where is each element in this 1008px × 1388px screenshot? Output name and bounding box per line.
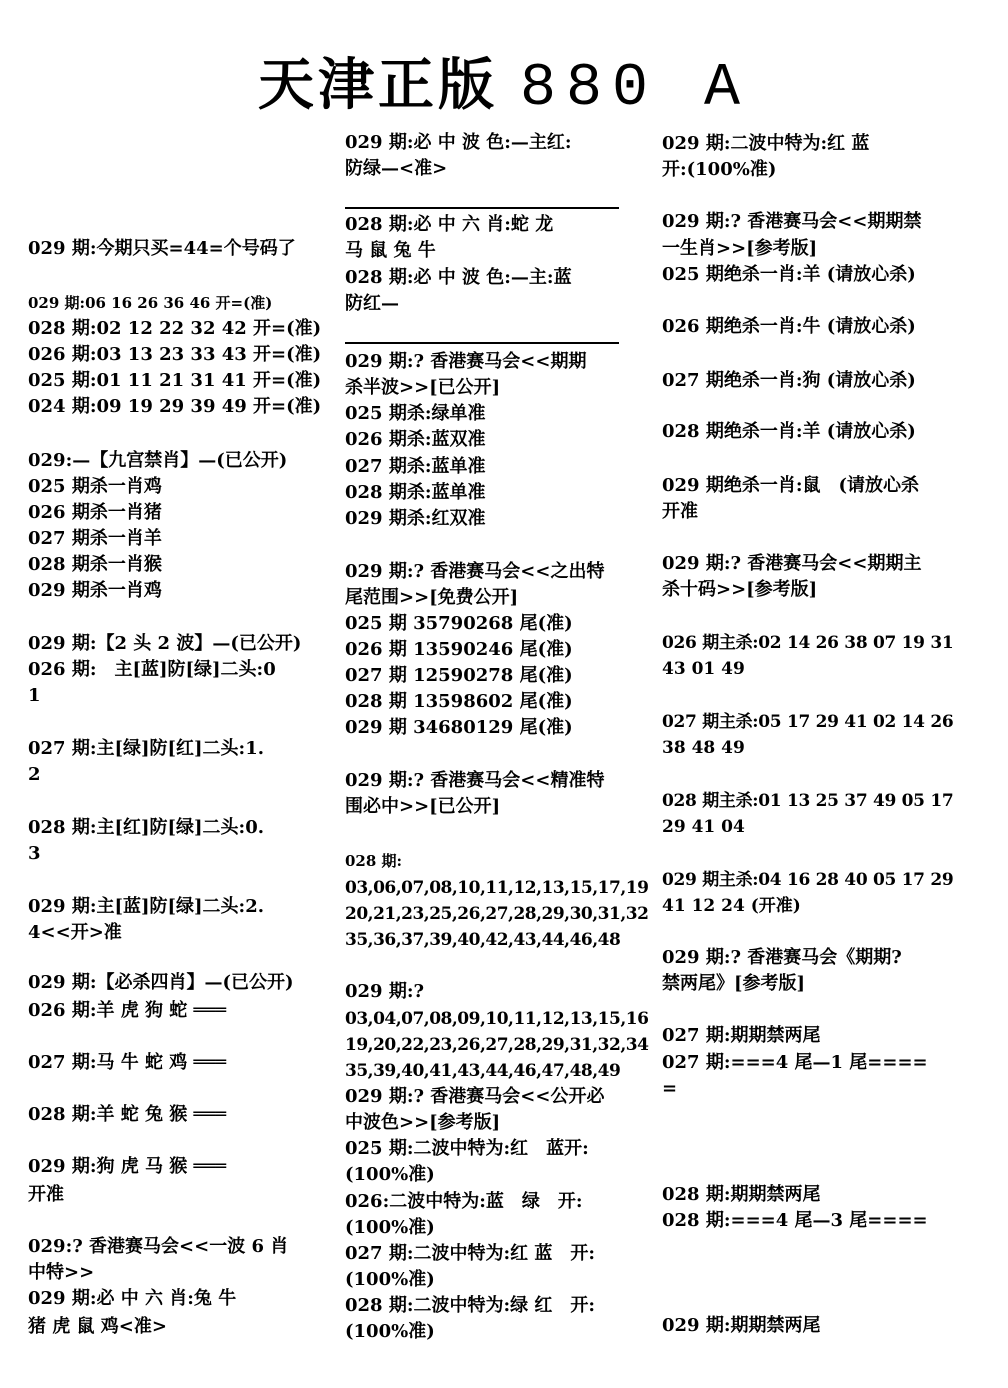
left-line: 开准 bbox=[28, 1184, 64, 1205]
left-line: 猪 虎 鼠 鸡<准> bbox=[28, 1316, 167, 1337]
middle-line: 中波色>>[参考版] bbox=[345, 1112, 501, 1133]
middle-line: 029 期:? bbox=[345, 981, 425, 1002]
section-divider bbox=[345, 207, 619, 209]
left-line: 029 期:主[蓝]防[绿]二头:2. bbox=[28, 896, 264, 917]
middle-line: 围必中>>[已公开] bbox=[345, 796, 501, 817]
middle-line: 19,20,22,23,26,27,28,29,31,32,34 bbox=[345, 1035, 649, 1055]
left-line: 028 期:主[红]防[绿]二头:0. bbox=[28, 817, 264, 838]
right-line: 开准 bbox=[662, 501, 698, 522]
middle-line: 028 期:必 中 六 肖:蛇 龙 bbox=[345, 214, 554, 235]
middle-line: (100%准) bbox=[345, 1164, 435, 1185]
left-line: 026 期:03 13 23 33 43 开=(准) bbox=[28, 344, 322, 365]
left-line: 029 期:【必杀四肖】—(已公开) bbox=[28, 972, 294, 993]
title-code: 880 A bbox=[519, 55, 751, 123]
left-line: 025 期:01 11 21 31 41 开=(准) bbox=[28, 370, 322, 391]
middle-line: 029 期 34680129 尾(准) bbox=[345, 717, 573, 738]
right-line: 026 期绝杀一肖:牛 (请放心杀) bbox=[662, 316, 916, 337]
middle-line: 027 期 12590278 尾(准) bbox=[345, 665, 573, 686]
right-line: 杀十码>>[参考版] bbox=[662, 579, 818, 600]
right-line: 027 期:===4 尾—1 尾==== bbox=[662, 1052, 928, 1073]
right-line: 029 期:期期禁两尾 bbox=[662, 1315, 821, 1336]
left-line: 026 期:羊 虎 狗 蛇 ═══ bbox=[28, 1000, 227, 1021]
middle-line: 杀半波>>[已公开] bbox=[345, 377, 501, 398]
right-line: 028 期:===4 尾—3 尾==== bbox=[662, 1210, 928, 1231]
left-line: 029 期:【2 头 2 波】—(已公开) bbox=[28, 633, 302, 654]
middle-line: 029 期:? 香港赛马会<<之出特 bbox=[345, 561, 605, 582]
title-main: 天津正版 bbox=[257, 52, 498, 118]
right-line: 029 期:? 香港赛马会<<期期禁 bbox=[662, 211, 922, 232]
right-line: 禁两尾》[参考版] bbox=[662, 973, 806, 994]
right-line: 029 期主杀:04 16 28 40 05 17 29 bbox=[662, 870, 954, 890]
left-line: 2 bbox=[28, 764, 41, 785]
left-line: 1 bbox=[28, 685, 41, 706]
left-line: 029:? 香港赛马会<<一波 6 肖 bbox=[28, 1236, 289, 1257]
left-line: 中特>> bbox=[28, 1262, 95, 1283]
middle-line: 028 期: bbox=[345, 852, 403, 870]
middle-line: 03,06,07,08,10,11,12,13,15,17,19 bbox=[345, 878, 649, 898]
right-line: 028 期主杀:01 13 25 37 49 05 17 bbox=[662, 791, 954, 811]
right-line: 38 48 49 bbox=[662, 738, 745, 758]
right-line: 026 期主杀:02 14 26 38 07 19 31 bbox=[662, 633, 954, 653]
left-line: 027 期杀一肖羊 bbox=[28, 528, 162, 549]
section-divider bbox=[345, 342, 619, 344]
left-line: 025 期杀一肖鸡 bbox=[28, 476, 162, 497]
middle-line: 025 期:二波中特为:红 蓝开: bbox=[345, 1138, 589, 1159]
left-line: 027 期:主[绿]防[红]二头:1. bbox=[28, 738, 264, 759]
middle-line: 028 期杀:蓝单准 bbox=[345, 482, 486, 503]
right-line: 027 期绝杀一肖:狗 (请放心杀) bbox=[662, 370, 916, 391]
middle-line: (100%准) bbox=[345, 1269, 435, 1290]
middle-line: 027 期:二波中特为:红 蓝 开: bbox=[345, 1243, 596, 1264]
middle-line: (100%准) bbox=[345, 1321, 435, 1342]
left-line: 3 bbox=[28, 843, 41, 864]
left-line: 026 期杀一肖猪 bbox=[28, 502, 162, 523]
left-line: 026 期: 主[蓝]防[绿]二头:0 bbox=[28, 659, 276, 680]
middle-line: 03,04,07,08,09,10,11,12,13,15,16 bbox=[345, 1009, 649, 1029]
right-line: 027 期主杀:05 17 29 41 02 14 26 bbox=[662, 712, 954, 732]
middle-line: 35,36,37,39,40,42,43,44,46,48 bbox=[345, 930, 621, 950]
right-line: 029 期:? 香港赛马会《期期? bbox=[662, 947, 902, 968]
right-line: 一生肖>>[参考版] bbox=[662, 238, 818, 259]
left-line: 024 期:09 19 29 39 49 开=(准) bbox=[28, 396, 322, 417]
right-line: 41 12 24 (开准) bbox=[662, 896, 801, 916]
middle-line: 35,39,40,41,43,44,46,47,48,49 bbox=[345, 1061, 621, 1081]
middle-line: (100%准) bbox=[345, 1217, 435, 1238]
right-line: 29 41 04 bbox=[662, 817, 745, 837]
left-line: 028 期杀一肖猴 bbox=[28, 554, 162, 575]
right-line: 029 期绝杀一肖:鼠 (请放心杀 bbox=[662, 475, 919, 496]
left-column bbox=[28, 0, 328, 1388]
left-line: 029 期杀一肖鸡 bbox=[28, 580, 162, 601]
left-line: 027 期:马 牛 蛇 鸡 ═══ bbox=[28, 1052, 227, 1073]
right-line: 029 期:? 香港赛马会<<期期主 bbox=[662, 553, 922, 574]
right-line: 43 01 49 bbox=[662, 659, 745, 679]
right-line: 027 期:期期禁两尾 bbox=[662, 1025, 821, 1046]
middle-line: 025 期杀:绿单准 bbox=[345, 403, 486, 424]
middle-line: 025 期 35790268 尾(准) bbox=[345, 613, 573, 634]
middle-line: 029 期:? 香港赛马会<<期期 bbox=[345, 351, 587, 372]
right-line: 028 期绝杀一肖:羊 (请放心杀) bbox=[662, 421, 916, 442]
left-line: 028 期:02 12 22 32 42 开=(准) bbox=[28, 318, 322, 339]
middle-line: 029 期:必 中 波 色:—主红: bbox=[345, 132, 572, 153]
right-line: = bbox=[662, 1078, 678, 1099]
middle-line: 029 期:? 香港赛马会<<精准特 bbox=[345, 770, 605, 791]
middle-line: 028 期:二波中特为:绿 红 开: bbox=[345, 1295, 596, 1316]
left-line: 029 期:今期只买=44=个号码了 bbox=[28, 238, 296, 259]
middle-line: 20,21,23,25,26,27,28,29,30,31,32 bbox=[345, 904, 649, 924]
left-line: 029 期:狗 虎 马 猴 ═══ bbox=[28, 1156, 227, 1177]
right-column bbox=[662, 0, 952, 1388]
middle-line: 防绿—<准> bbox=[345, 158, 448, 179]
middle-line: 029 期杀:红双准 bbox=[345, 508, 486, 529]
middle-line: 029 期:? 香港赛马会<<公开必 bbox=[345, 1086, 605, 1107]
middle-line: 马 鼠 兔 牛 bbox=[345, 240, 436, 261]
middle-line: 防红— bbox=[345, 293, 399, 314]
right-line: 开:(100%准) bbox=[662, 159, 777, 180]
left-line: 029 期:必 中 六 肖:兔 牛 bbox=[28, 1288, 237, 1309]
middle-line: 026 期杀:蓝双准 bbox=[345, 429, 486, 450]
middle-line: 026 期 13590246 尾(准) bbox=[345, 639, 573, 660]
right-line: 028 期:期期禁两尾 bbox=[662, 1184, 821, 1205]
left-line: 4<<开>准 bbox=[28, 922, 122, 943]
middle-line: 028 期 13598602 尾(准) bbox=[345, 691, 573, 712]
left-line: 029:—【九宫禁肖】—(已公开) bbox=[28, 450, 288, 471]
middle-line: 026:二波中特为:蓝 绿 开: bbox=[345, 1191, 583, 1212]
left-line: 029 期:06 16 26 36 46 开=(准) bbox=[28, 294, 273, 312]
middle-line: 尾范围>>[免费公开] bbox=[345, 587, 519, 608]
right-line: 025 期绝杀一肖:羊 (请放心杀) bbox=[662, 264, 916, 285]
middle-line: 028 期:必 中 波 色:—主:蓝 bbox=[345, 267, 572, 288]
left-line: 028 期:羊 蛇 兔 猴 ═══ bbox=[28, 1104, 227, 1125]
right-line: 029 期:二波中特为:红 蓝 bbox=[662, 133, 870, 154]
middle-line: 027 期杀:蓝单准 bbox=[345, 456, 486, 477]
